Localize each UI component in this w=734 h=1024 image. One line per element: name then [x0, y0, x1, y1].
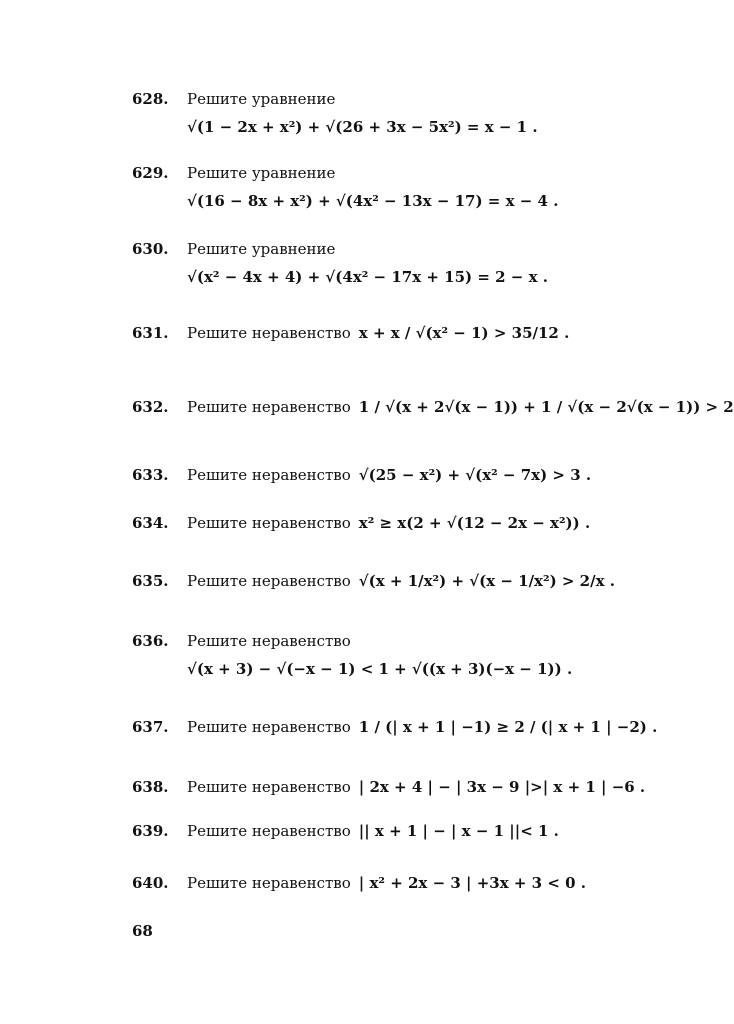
- problem-formula: 1 / √(x + 2√(x − 1)) + 1 / √(x − 2√(x − 1)) > 2: [358, 398, 734, 416]
- problem-statement-text: Решите неравенство: [187, 466, 351, 484]
- problem-formula: x² ≥ x(2 + √(12 − 2x − x²)) .: [358, 514, 591, 532]
- problem-statement-text: Решите неравенство: [187, 398, 351, 416]
- problem-number: 633.: [132, 466, 169, 484]
- problem-number: 629.: [132, 164, 169, 182]
- problem-number: 632.: [132, 398, 169, 416]
- problem-statement: [187, 514, 590, 532]
- problem-statement: Решите уравнение: [187, 90, 336, 108]
- problem-number: 630.: [132, 240, 169, 258]
- problem-statement: [187, 324, 569, 342]
- problem-statement: [187, 874, 586, 892]
- problem-number: 635.: [132, 572, 169, 590]
- problem-number: 638.: [132, 778, 169, 796]
- problem-statement: [187, 778, 645, 796]
- problem-formula: x + x / √(x² − 1) > 35/12 .: [358, 324, 570, 342]
- problem-statement-text: Решите неравенство: [187, 822, 351, 840]
- problem-statement-text: Решите неравенство: [187, 572, 351, 590]
- problem-statement: [187, 822, 559, 840]
- problem-formula: 1 / (| x + 1 | −1) ≥ 2 / (| x + 1 | −2) .: [358, 718, 658, 736]
- problem-formula: √(x + 1/x²) + √(x − 1/x²) > 2/x .: [358, 572, 615, 590]
- problem-number: 636.: [132, 632, 169, 650]
- problem-formula: | x² + 2x − 3 | +3x + 3 < 0 .: [358, 874, 587, 892]
- problem-formula: √(1 − 2x + x²) + √(26 + 3x − 5x²) = x − 1 .: [187, 118, 538, 136]
- problem-number: 634.: [132, 514, 169, 532]
- problem-statement: [187, 718, 657, 736]
- problem-formula: || x + 1 | − | x − 1 ||< 1 .: [358, 822, 559, 840]
- problem-formula: √(25 − x²) + √(x² − 7x) > 3 .: [358, 466, 592, 484]
- problem-statement-text: Решите неравенство: [187, 874, 351, 892]
- problem-statement: [187, 398, 734, 416]
- problem-statement: Решите уравнение: [187, 164, 336, 182]
- problem-number: 639.: [132, 822, 169, 840]
- problem-number: 637.: [132, 718, 169, 736]
- problem-statement: Решите уравнение: [187, 240, 336, 258]
- problem-statement: Решите неравенство: [187, 632, 351, 650]
- problem-formula: √(16 − 8x + x²) + √(4x² − 13x − 17) = x − 4 .: [187, 192, 559, 210]
- problem-statement-text: Решите неравенство: [187, 778, 351, 796]
- problem-number: 628.: [132, 90, 169, 108]
- problem-number: 631.: [132, 324, 169, 342]
- problem-statement-text: Решите неравенство: [187, 324, 351, 342]
- page-number: 68: [132, 922, 153, 940]
- problem-statement: [187, 466, 591, 484]
- problem-statement-text: Решите неравенство: [187, 514, 351, 532]
- problem-statement-text: Решите неравенство: [187, 718, 351, 736]
- problem-formula: | 2x + 4 | − | 3x − 9 |>| x + 1 | −6 .: [358, 778, 646, 796]
- problem-formula: √(x + 3) − √(−x − 1) < 1 + √((x + 3)(−x − 1)) .: [187, 660, 573, 678]
- problem-number: 640.: [132, 874, 169, 892]
- problem-statement: [187, 572, 615, 590]
- problem-formula: √(x² − 4x + 4) + √(4x² − 17x + 15) = 2 − x .: [187, 268, 548, 286]
